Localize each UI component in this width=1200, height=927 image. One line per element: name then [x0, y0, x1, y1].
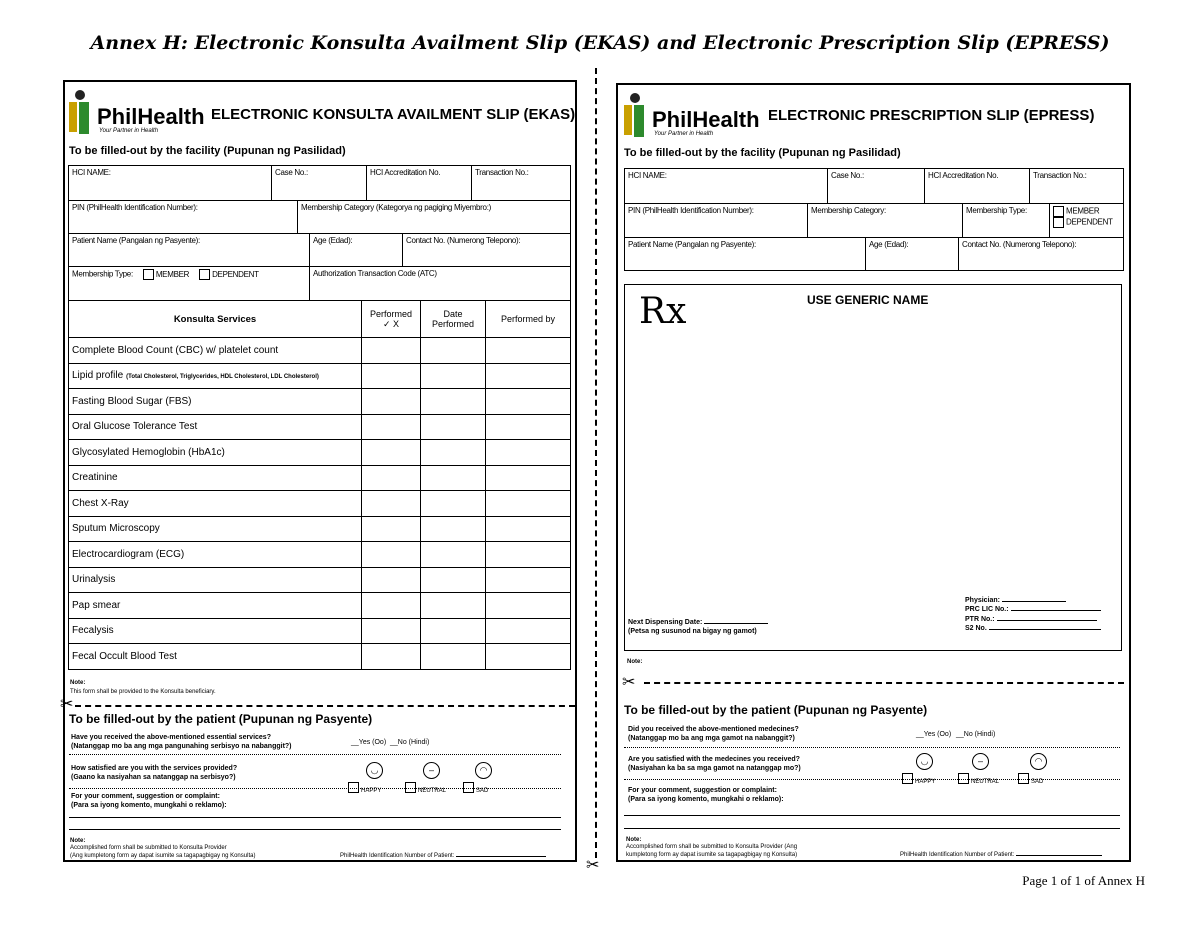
table-row [69, 440, 571, 466]
sad-face-icon: ◠ [475, 762, 492, 779]
q-satisfied-tl: (Gaano ka nasiyahan sa natanggap na serbisyo?) [71, 774, 236, 781]
philhealth-logo [624, 93, 760, 137]
divider [69, 754, 561, 755]
dependent-checkbox[interactable] [1053, 217, 1064, 228]
q-received-tl: (Natanggap mo ba ang mga gamot na nabanggit?) [628, 735, 795, 742]
col-performed-by: Performed by [486, 301, 571, 338]
q-satisfied: Are you satisfied with the medecines you received? [628, 756, 800, 763]
col-performed: Performed ✓ X [362, 301, 421, 338]
table-row [69, 567, 571, 593]
performed-cell[interactable] [362, 414, 421, 440]
konsulta-services-table [68, 300, 571, 670]
table-row [69, 618, 571, 644]
service-name: Urinalysis [69, 567, 362, 593]
rating-sad[interactable] [1018, 751, 1047, 788]
epress-slip [616, 83, 1131, 862]
table-row [69, 593, 571, 619]
contact-no-field[interactable]: Contact No. (Numerong Telepono): [959, 238, 1124, 271]
performed-by-cell[interactable] [486, 389, 571, 415]
performed-cell[interactable] [362, 542, 421, 568]
ekas-title: ELECTRONIC KONSULTA AVAILMENT SLIP (EKAS) [211, 106, 576, 123]
member-label: MEMBER [155, 269, 190, 279]
ekas-note-label: Note: [70, 680, 86, 686]
sad-label: SAD [1031, 779, 1044, 785]
rx-icon: Rx [639, 291, 687, 332]
table-row [69, 389, 571, 415]
service-name: Sputum Microscopy [69, 516, 362, 542]
transaction-no-field[interactable]: Transaction No.: [472, 166, 571, 201]
pin-sign-line[interactable] [1016, 855, 1102, 856]
epress-note-label: Note: [627, 659, 643, 665]
table-row [69, 516, 571, 542]
ekas-footnote-2: (Ang kumpletong form ay dapat isumite sa tagapagbigay ng Konsulta) [70, 853, 256, 859]
service-name: Chest X-Ray [69, 491, 362, 517]
service-name: Lipid profile (Total Cholesterol, Triglycerides, HDL Cholesterol, LDL Cholesterol) [69, 363, 362, 389]
q-received: Did you received the above-mentioned medecines? [628, 726, 799, 733]
next-dispensing-tl: (Petsa ng susunod na bigay ng gamot) [628, 628, 757, 635]
membership-type-field [69, 267, 310, 301]
date-performed-cell[interactable] [421, 465, 486, 491]
table-row [69, 338, 571, 364]
performed-by-cell[interactable] [486, 516, 571, 542]
epress-footnote-2: kumpletong form ay dapat isumite sa tagapagbigay ng Konsulta) [626, 852, 798, 858]
philhealth-logo-icon [624, 93, 648, 137]
neutral-label: NEUTRAL [418, 788, 447, 794]
membership-type-label: Membership Type: [963, 204, 1050, 238]
performed-cell[interactable] [362, 593, 421, 619]
epress-pin-sign: PhilHealth Identification Number of Patient: [900, 852, 1102, 859]
date-performed-cell[interactable] [421, 593, 486, 619]
col-date-performed: Date Performed [421, 301, 486, 338]
table-row [69, 491, 571, 517]
date-performed-cell[interactable] [421, 567, 486, 593]
service-name: Pap smear [69, 593, 362, 619]
dependent-checkbox[interactable] [199, 269, 210, 280]
scissors-icon: ✂ [60, 696, 74, 713]
epress-footnote-label: Note: [626, 837, 642, 843]
q-received: Have you received the above-mentioned essential services? [71, 734, 271, 741]
yes-option[interactable]: __Yes (Oo) [351, 739, 387, 746]
ptr-field[interactable]: PTR No.: [965, 616, 1097, 624]
neutral-face-icon: – [972, 753, 989, 770]
rating-neutral[interactable] [958, 751, 999, 788]
date-performed-cell[interactable] [421, 542, 486, 568]
hci-name-field[interactable]: HCI NAME: [625, 169, 828, 204]
comment-line[interactable] [624, 815, 1120, 816]
ekas-slip [60, 80, 577, 862]
date-performed-cell[interactable] [421, 618, 486, 644]
happy-label: HAPPY [915, 779, 936, 785]
q-comment: For your comment, suggestion or complaint: [628, 787, 777, 794]
q-comment-tl: (Para sa iyong komento, mungkahi o reklamo): [628, 796, 784, 803]
service-name: Complete Blood Count (CBC) w/ platelet count [69, 338, 362, 364]
performed-by-cell[interactable] [486, 567, 571, 593]
date-performed-cell[interactable] [421, 516, 486, 542]
date-performed-cell[interactable] [421, 440, 486, 466]
case-no-field[interactable]: Case No.: [272, 166, 367, 201]
philhealth-logo-icon [69, 90, 93, 134]
divider [624, 747, 1120, 748]
ekas-cut-line [75, 705, 575, 707]
performed-by-cell[interactable] [486, 440, 571, 466]
performed-cell[interactable] [362, 465, 421, 491]
performed-by-cell[interactable] [486, 542, 571, 568]
pin-field[interactable]: PIN (PhilHealth Identification Number): [625, 204, 808, 238]
performed-by-cell[interactable] [486, 465, 571, 491]
patient-section-heading: To be filled-out by the patient (Pupunan ng Pasyente) [69, 712, 373, 726]
page-title: Annex H: Electronic Konsulta Availment Slip (EKAS) and Electronic Prescription Slip (EPRESS) [90, 32, 1110, 54]
ekas-row-2 [68, 200, 571, 234]
transaction-no-field[interactable]: Transaction No.: [1030, 169, 1124, 204]
performed-cell[interactable] [362, 363, 421, 389]
performed-cell[interactable] [362, 491, 421, 517]
table-row [69, 644, 571, 670]
generic-name-note: USE GENERIC NAME [807, 293, 929, 307]
performed-by-cell[interactable] [486, 644, 571, 670]
service-name: Oral Glucose Tolerance Test [69, 414, 362, 440]
performed-cell[interactable] [362, 338, 421, 364]
philhealth-logo [69, 90, 205, 134]
happy-face-icon: ◡ [366, 762, 383, 779]
logo-tagline: Your Partner in Health [654, 131, 714, 137]
comment-line[interactable] [624, 828, 1120, 829]
membership-category-field[interactable]: Membership Category: [808, 204, 963, 238]
membership-type-label: Membership Type: [72, 269, 133, 279]
divider [69, 788, 561, 789]
page-footer: Page 1 of 1 of Annex H [1022, 873, 1145, 888]
performed-by-cell[interactable] [486, 414, 571, 440]
rating-happy[interactable] [348, 760, 383, 797]
sad-label: SAD [476, 788, 489, 794]
dependent-label: DEPENDENT [212, 269, 259, 279]
happy-face-icon: ◡ [916, 753, 933, 770]
date-performed-cell[interactable] [421, 363, 486, 389]
date-performed-cell[interactable] [421, 389, 486, 415]
epress-cut-line [644, 682, 1124, 684]
neutral-label: NEUTRAL [971, 779, 1000, 785]
epress-row-2 [624, 203, 1124, 238]
q-comment-tl: (Para sa iyong komento, mungkahi o reklamo): [71, 802, 227, 809]
membership-type-options [1050, 204, 1124, 238]
s2-field[interactable]: S2 No. [965, 625, 1101, 633]
happy-label: HAPPY [361, 788, 382, 794]
performed-cell[interactable] [362, 516, 421, 542]
performed-by-cell[interactable] [486, 338, 571, 364]
patient-section-heading: To be filled-out by the patient (Pupunan ng Pasyente) [624, 703, 928, 717]
membership-category-field[interactable]: Membership Category (Kategorya ng pagiging Miyembro:) [298, 201, 571, 234]
epress-footnote-1: Accomplished form shall be submitted to Konsulta Provider (Ang [626, 844, 798, 850]
contact-no-field[interactable]: Contact No. (Numerong Telepono): [403, 234, 571, 267]
date-performed-cell[interactable] [421, 644, 486, 670]
date-performed-cell[interactable] [421, 414, 486, 440]
lipid-profile-note: (Total Cholesterol, Triglycerides, HDL Cholesterol, LDL Cholesterol) [126, 374, 319, 381]
performed-by-cell[interactable] [486, 593, 571, 619]
cut-line [595, 68, 597, 858]
facility-section-heading: To be filled-out by the facility (Pupunan ng Pasilidad) [69, 145, 346, 157]
ekas-footnote-label: Note: [70, 838, 86, 844]
service-name: Electrocardiogram (ECG) [69, 542, 362, 568]
member-checkbox[interactable] [143, 269, 154, 280]
performed-by-cell[interactable] [486, 491, 571, 517]
rating-happy[interactable] [902, 751, 935, 788]
prc-field[interactable]: PRC LIC No.: [965, 606, 1101, 614]
scissors-icon: ✂ [622, 674, 636, 691]
prescription-area[interactable] [624, 284, 1122, 651]
logo-name: PhilHealth [97, 104, 205, 129]
atc-field[interactable]: Authorization Transaction Code (ATC) [310, 267, 571, 301]
logo-tagline: Your Partner in Health [99, 128, 159, 134]
performed-cell[interactable] [362, 567, 421, 593]
patient-name-field[interactable]: Patient Name (Pangalan ng Pasyente): [69, 234, 310, 267]
epress-row-3 [624, 237, 1124, 271]
yes-option[interactable]: __Yes (Oo) [916, 731, 952, 738]
epress-facility-table [624, 168, 1124, 204]
age-field[interactable]: Age (Edad): [866, 238, 959, 271]
date-performed-cell[interactable] [421, 491, 486, 517]
next-dispensing-field[interactable]: Next Dispensing Date: [628, 619, 768, 627]
service-name: Fecal Occult Blood Test [69, 644, 362, 670]
pin-field[interactable]: PIN (PhilHealth Identification Number): [69, 201, 298, 234]
q-satisfied-tl: (Nasiyahan ka ba sa mga gamot na natanggap mo?) [628, 765, 801, 772]
neutral-face-icon: – [423, 762, 440, 779]
q-comment: For your comment, suggestion or complaint: [71, 793, 220, 800]
performed-cell[interactable] [362, 618, 421, 644]
patient-name-field[interactable]: Patient Name (Pangalan ng Pasyente): [625, 238, 866, 271]
performed-cell[interactable] [362, 389, 421, 415]
service-name: Fasting Blood Sugar (FBS) [69, 389, 362, 415]
hci-accreditation-field[interactable]: HCI Accreditation No. [925, 169, 1030, 204]
rating-sad[interactable] [463, 760, 492, 797]
member-checkbox[interactable] [1053, 206, 1064, 217]
table-row [69, 363, 571, 389]
pin-sign-line[interactable] [456, 856, 546, 857]
member-label: MEMBER [1066, 206, 1100, 216]
table-row [69, 414, 571, 440]
ekas-note-text: This form shall be provided to the Konsulta beneficiary. [70, 689, 216, 695]
ekas-row-3 [68, 233, 571, 267]
col-services: Konsulta Services [69, 301, 362, 338]
service-name: Glycosylated Hemoglobin (HbA1c) [69, 440, 362, 466]
logo-name: PhilHealth [652, 107, 760, 132]
sad-face-icon: ◠ [1030, 753, 1047, 770]
case-no-field[interactable]: Case No.: [828, 169, 925, 204]
ekas-row-4 [68, 266, 571, 301]
comment-line[interactable] [69, 829, 561, 830]
date-performed-cell[interactable] [421, 338, 486, 364]
q-received-tl: (Natanggap mo ba ang mga pangunahing serbisyo na nabanggit?) [71, 743, 292, 750]
age-field[interactable]: Age (Edad): [310, 234, 403, 267]
table-row [69, 542, 571, 568]
performed-by-cell[interactable] [486, 363, 571, 389]
facility-section-heading: To be filled-out by the facility (Pupunan ng Pasilidad) [624, 147, 901, 159]
hci-name-field[interactable]: HCI NAME: [69, 166, 272, 201]
physician-field[interactable]: Physician: [965, 597, 1066, 605]
no-option[interactable]: __No (Hindi) [956, 731, 996, 738]
divider [624, 779, 1120, 780]
service-name: Creatinine [69, 465, 362, 491]
q-satisfied: How satisfied are you with the services provided? [71, 765, 238, 772]
ekas-footnote-1: Accomplished form shall be submitted to Konsulta Provider [70, 845, 227, 851]
table-row [69, 465, 571, 491]
service-name: Fecalysis [69, 618, 362, 644]
ekas-pin-sign: PhilHealth Identification Number of Patient: [340, 853, 546, 860]
scissors-icon: ✂ [586, 857, 600, 874]
performed-cell[interactable] [362, 644, 421, 670]
hci-accreditation-field[interactable]: HCI Accreditation No. [367, 166, 472, 201]
rating-neutral[interactable] [405, 760, 446, 797]
no-option[interactable]: __No (Hindi) [390, 739, 430, 746]
epress-title: ELECTRONIC PRESCRIPTION SLIP (EPRESS) [768, 107, 1095, 124]
ekas-facility-table [68, 165, 571, 201]
dependent-label: DEPENDENT [1066, 217, 1113, 227]
performed-by-cell[interactable] [486, 618, 571, 644]
performed-cell[interactable] [362, 440, 421, 466]
comment-line[interactable] [69, 817, 561, 818]
